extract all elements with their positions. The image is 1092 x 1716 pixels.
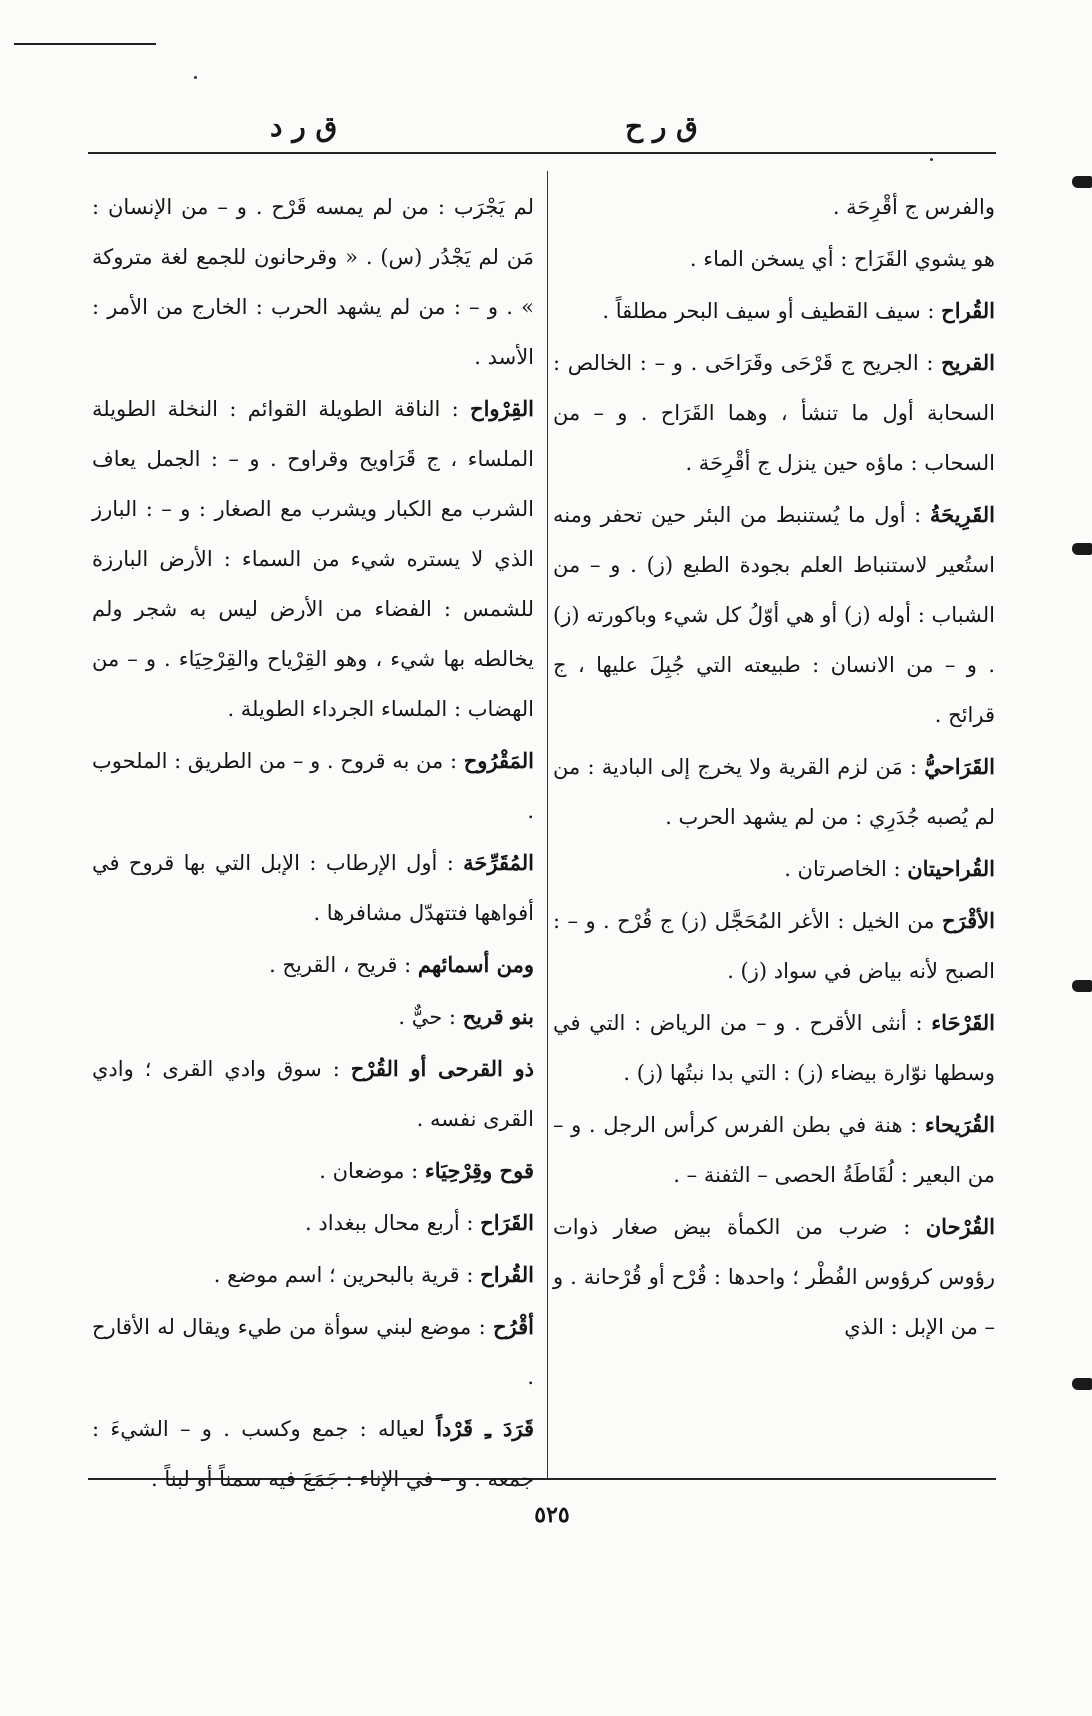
entry-definition: هو يشوي القَرَاح : أي يسخن الماء . [689, 247, 995, 271]
entry-definition: : موضعان . [319, 1159, 425, 1183]
entry-definition: : أنثى الأقرح . و – من الرياض : التي في وسطها نوّارة بيضاء (ز) : التي بدا نبتُها (ز) . [553, 1011, 995, 1085]
dictionary-entry [92, 182, 534, 382]
entry-headword: القُرَيحاء [924, 1112, 995, 1137]
left-column-text [92, 182, 534, 1491]
entry-headword: القريح [941, 350, 995, 375]
dictionary-entry [92, 1250, 534, 1300]
entry-definition: : سيف القطيف أو سيف البحر مطلقاً . [602, 299, 942, 323]
entry-headword: المُقَرِّحَة [463, 850, 534, 875]
dictionary-entry [92, 992, 534, 1042]
ink-speck [930, 158, 933, 161]
dictionary-entry [92, 940, 534, 990]
entry-headword: قوح وقِرْحِيَاء [424, 1158, 534, 1183]
dictionary-entry [92, 1404, 534, 1504]
entry-headword: القِرْواح [470, 396, 534, 421]
margin-marker [1072, 543, 1092, 555]
entry-headword: القَرْحَاء [931, 1010, 995, 1035]
entry-headword: المَقْرُوح [463, 748, 534, 773]
entry-definition: : الناقة الطويلة القوائم : النخلة الطويلة الملساء ، ج قَرَاويح وقراوح . و – : الجمل يعاف الشرب مع الكبار ويشرب مع الصغار : و – : البارز الذي لا يستره شيء من السماء : الأرض البارزة للشمس : الفضاء من الأرض ليس به شجر ولم يخالطه بها شيء ، وهو القِرْياح والقِرْحِيَاء . و – من الهضاب : الملساء الجرداء الطويلة . [92, 397, 534, 721]
header-rule [88, 152, 996, 154]
dictionary-entry [553, 742, 995, 842]
entry-headword: ذو القرحى أو القُرْح [350, 1056, 534, 1081]
dictionary-entry [92, 1302, 534, 1402]
entry-definition: : موضع لبني سوأة من طيء ويقال له الأقارح . [92, 1315, 534, 1389]
right-column-text [553, 182, 995, 1472]
dictionary-entry [553, 896, 995, 996]
margin-marker [1072, 176, 1092, 188]
entry-definition: : هنة في بطن الفرس كرأس الرجل . و – من البعير : لُقَاطَةُ الحصى – الثفنة – . [553, 1113, 995, 1187]
entry-definition: لم يَجْرَب : من لم يمسه قَرْح . و – من الإنسان : مَن لم يَجْدُر (س) . « وقرحانون للجمع لغة متروكة » . و – : من لم يشهد الحرب : الخارج من الأمر : الأسد . [92, 195, 534, 369]
entry-headword: القَرَاحيُّ [924, 754, 995, 779]
entry-headword: القُراح [480, 1262, 534, 1287]
dictionary-entry [92, 736, 534, 836]
entry-headword: القَرِيحَةُ [929, 502, 995, 527]
column-divider [547, 171, 548, 1478]
page-number: ٥٢٥ [534, 1502, 570, 1528]
entry-headword: الأقْرَح [942, 908, 995, 933]
dictionary-entry [92, 838, 534, 938]
entry-definition: : أربع محال ببغداد . [305, 1211, 481, 1235]
entry-definition: لعياله : جمع وكسب . و – الشيءَ : جمعه . و – في الإناء : جَمَعَ فيه سمناً أو لبناً . [92, 1417, 534, 1491]
entry-definition: والفرس ج أقْرِحَة . [832, 195, 995, 219]
dictionary-entry [553, 490, 995, 740]
entry-definition: : أول ما يُستنبط من البئر حين تحفر ومنه استُعير لاستنباط العلم بجودة الطبع (ز) . و – من الشباب : أوله (ز) أو هي أوّلُ كل شيء وباكورته (ز) . و – من الانسان : طبيعته التي جُبِلَ عليها ، ج قرائح . [553, 503, 995, 727]
right-column-header: ق ر ح [625, 110, 698, 143]
entry-headword: القُرْحان [925, 1214, 995, 1239]
entry-definition: : مَن لزم القرية ولا يخرج إلى البادية : من لم يُصبه جُدَرِي : من لم يشهد الحرب . [553, 755, 995, 829]
ink-speck [194, 76, 197, 79]
entry-definition: : من به قروح . و – من الطريق : الملحوب . [92, 749, 534, 823]
dictionary-entry [553, 998, 995, 1098]
dictionary-entry [553, 844, 995, 894]
dictionary-entry [553, 1202, 995, 1352]
entry-definition: : الجريح ج قَرْحَى وقَرَاحَى . و – : الخالص : السحابة أول ما تنشأ ، وهما القَرَاح . و – من السحاب : ماؤه حين ينزل ج أقْرِحَة . [553, 351, 995, 475]
dictionary-entry [92, 1044, 534, 1144]
entry-headword: قَرَدَ ـِ قَرْداً [436, 1416, 534, 1441]
entry-headword: أقْرُح [492, 1314, 534, 1339]
entry-definition: : أول الإرطاب : الإبل التي بها قروح في أفواهها فتتهدّل مشافرها . [92, 851, 534, 925]
dictionary-entry [553, 1100, 995, 1200]
entry-headword: القُراحيتان [907, 856, 995, 881]
entry-headword: ومن أسمائهم [417, 952, 534, 977]
dictionary-entry [553, 182, 995, 232]
top-left-rule [14, 43, 156, 45]
dictionary-entry [553, 286, 995, 336]
dictionary-entry [92, 1198, 534, 1248]
dictionary-entry [553, 234, 995, 284]
entry-headword: بنو قريح [462, 1004, 534, 1029]
margin-marker [1072, 980, 1092, 992]
entry-headword: القَرَاح [480, 1210, 534, 1235]
entry-definition: : قريح ، القريح . [269, 953, 418, 977]
dictionary-entry [553, 338, 995, 488]
entry-headword: القُراح [941, 298, 995, 323]
margin-marker [1072, 1378, 1092, 1390]
entry-definition: : الخاصرتان . [784, 857, 908, 881]
entry-definition: : ضرب من الكمأة بيض صغار ذوات رؤوس كرؤوس الفُطْر ؛ واحدها : قُرْح أو قُرْحانة . و – من الإبل : الذي [553, 1215, 995, 1339]
left-column-header: ق ر د [270, 110, 338, 143]
dictionary-entry [92, 1146, 534, 1196]
entry-definition: من الخيل : الأغر المُحَجَّل (ز) ج قُرْح . و – : الصبح لأنه بياض في سواد (ز) . [553, 909, 995, 983]
entry-definition: : سوق وادي القرى ؛ وادي القرى نفسه . [92, 1057, 534, 1131]
dictionary-entry [92, 384, 534, 734]
entry-definition: : حيٌّ . [398, 1005, 463, 1029]
entry-definition: : قرية بالبحرين ؛ اسم موضع . [213, 1263, 481, 1287]
